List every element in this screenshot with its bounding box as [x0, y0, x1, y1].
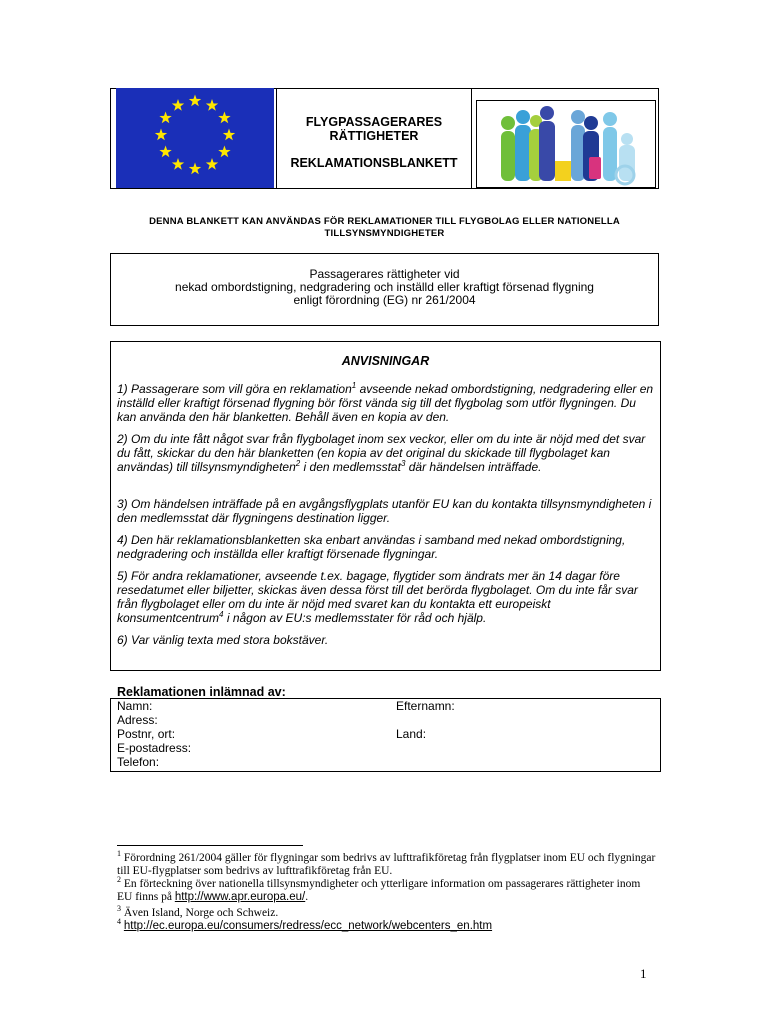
phone-field[interactable]: Telefon:: [117, 755, 160, 769]
rights-line-3: enligt förordning (EG) nr 261/2004: [293, 293, 476, 307]
eu-stars: [116, 88, 274, 188]
instructions-title: ANVISNINGAR: [341, 354, 430, 368]
instruction-3: 3) Om händelsen inträffade på en avgångsflygplats utanför EU kan du kontakta tillsynsmyndigheten i den medlemsstat där flygningens destination ligger.: [117, 497, 652, 525]
footnote-ref: 4: [219, 610, 224, 619]
footnote-2: $^2$ En förteckning över nationella tillsynsmyndigheter och ytterligare information om passagerares rättigheter inom EU finns på http://www.apr.europa.eu/.: [117, 875, 641, 903]
instruction-5: 5) För andra reklamationer, avseende t.ex. bagage, flygtider som ändrats mer än 14 dagar före resedatumet eller biljetter, skickas även dessa först till det berörda flygbolaget. Om du inte får svar från flygbolaget eller om du inte är nöjd med svaret kan du kontakta ett europeiskt konsumentcentrum$^4$ i någon av EU:s medlemsstater för råd och hjälp.: [117, 569, 638, 625]
eu-star: [159, 112, 171, 124]
rights-line-1: Passagerares rättigheter vid: [309, 267, 460, 281]
eu-star: [189, 163, 201, 175]
instruction-1: 1) Passagerare som vill göra en reklamation$^1$ avseende nekad ombordstigning, nedgradering eller en inställd eller kraftigt försenad flygning bör först vända sig till det flygbolag som utför flygningen. Du kan använda den här blanketten. Behåll även en kopia av den.: [117, 381, 654, 424]
footnote-ref: 2: [295, 459, 301, 468]
eu-star: [155, 129, 167, 141]
eu-star: [206, 99, 218, 111]
name-field[interactable]: Namn:: [117, 699, 153, 713]
title-line-1: FLYGPASSAGERARES: [305, 115, 443, 129]
header-divider: [276, 88, 277, 189]
intro-line-2: TILLSYNSMYNDIGHETER: [324, 228, 445, 239]
footnote-ref: 1: [351, 381, 357, 390]
footnote-ref: 3: [400, 459, 406, 468]
passengers-illustration: [476, 100, 656, 188]
surname-field[interactable]: Efternamn:: [396, 699, 455, 713]
ecc-network-link[interactable]: http://ec.europa.eu/consumers/redress/ecc_network/webcenters_en.htm: [123, 920, 493, 932]
form-title: [281, 115, 467, 143]
footnote-3: $^3$ Även Island, Norge och Schweiz.: [117, 904, 279, 919]
filed-by-box: [110, 698, 661, 772]
instruction-4: 4) Den här reklamationsblanketten ska enbart användas i samband med nekad ombordstigning, nedgradering och inställda eller kraftigt försenade flygningar.: [117, 533, 626, 561]
intro-line-1: DENNA BLANKETT KAN ANVÄNDAS FÖR REKLAMATIONER TILL FLYGBOLAG ELLER NATIONELLA: [149, 216, 620, 227]
eu-star: [218, 146, 230, 158]
passengers-silhouettes: [477, 101, 655, 187]
eu-star: [189, 95, 201, 107]
rights-box: [110, 253, 659, 326]
title-line-2: RÄTTIGHETER: [329, 129, 419, 143]
page-number: 1: [640, 966, 647, 981]
eu-star: [172, 99, 184, 111]
eu-star: [218, 112, 230, 124]
footnote-divider: [117, 845, 303, 846]
apr-link[interactable]: http://www.apr.europa.eu/: [174, 891, 306, 903]
intro-notice: [110, 216, 659, 240]
header-divider: [471, 88, 472, 189]
instruction-6: 6) Var vänlig texta med stora bokstäver.: [117, 633, 329, 647]
eu-flag: [116, 88, 274, 188]
postal-field[interactable]: Postnr, ort:: [117, 727, 176, 741]
footnote-4: $^4$ http://ec.europa.eu/consumers/redress/ecc_network/webcenters_en.htm: [117, 917, 493, 932]
instruction-2: 2) Om du inte fått något svar från flygbolaget inom sex veckor, eller om du inte är nöjd med det svar du fått, skickar du den här blanketten (en kopia av det original du skickade till flygbolaget kan användas) till tillsynsmyndigheten$^2$ i den medlemsstat$^3$ där händelsen inträffade.: [117, 432, 646, 474]
eu-star: [206, 158, 218, 170]
eu-star: [159, 146, 171, 158]
country-field[interactable]: Land:: [396, 727, 427, 741]
footnote-1: $^1$ Förordning 261/2004 gäller för flygningar som bedrivs av lufttrafikföretag från flygplatser inom EU och flygningar till EU-flygplatser som bedrivs av lufttrafikföretag från EU.: [117, 849, 656, 877]
form-subtitle: REKLAMATIONSBLANKETT: [290, 156, 458, 170]
filed-by-label: Reklamationen inlämnad av:: [117, 685, 286, 699]
address-field[interactable]: Adress:: [117, 713, 158, 727]
eu-star: [223, 129, 235, 141]
rights-line-2: nekad ombordstigning, nedgradering och inställd eller kraftigt försenad flygning: [175, 280, 594, 294]
email-field[interactable]: E-postadress:: [117, 741, 192, 755]
eu-star: [172, 158, 184, 170]
